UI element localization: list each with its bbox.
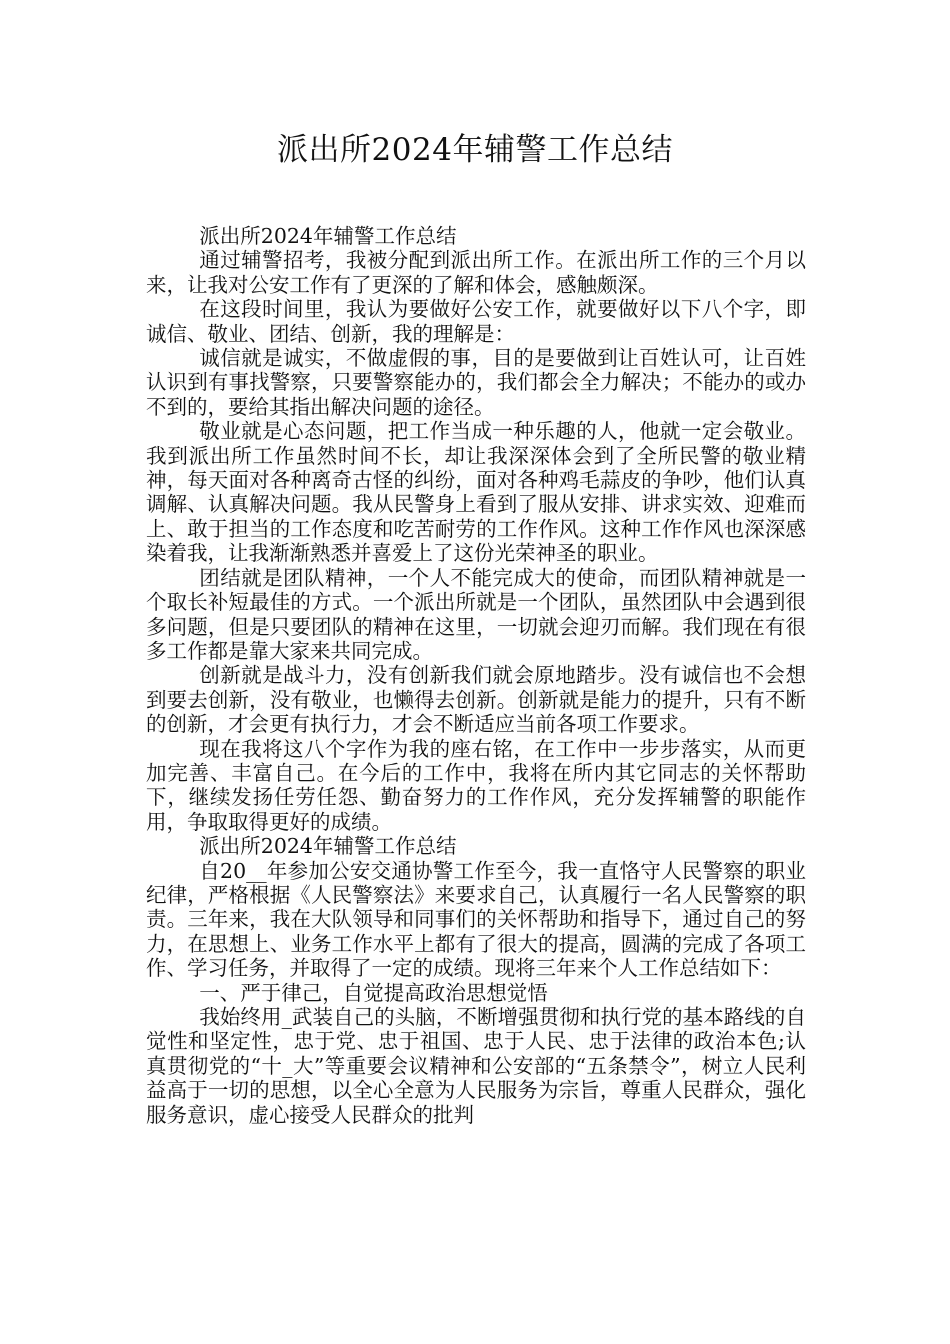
paragraph: 敬业就是心态问题，把工作当成一种乐趣的人，他就一定会敬业。我到派出所工作虽然时间不长，却让我深深体会到了全所民警的敬业精神，每天面对各种离奇古怪的纠纷，面对各种鸡毛蒜皮的争吵，他们认真调解、认真解决问题。我从民警身上看到了服从安排、讲求实效、迎难而上、敢于担当的工作态度和吃苦耐劳的工作作风。这种工作作风也深深感染着我，让我渐渐熟悉并喜爱上了这份光荣神圣的职业。 — [146, 419, 806, 566]
paragraph: 自20__年参加公安交通协警工作至今，我一直恪守人民警察的职业纪律，严格根据《人民警察法》来要求自己，认真履行一名人民警察的职责。三年来，我在大队领导和同事们的关怀帮助和指导下，通过自己的努力，在思想上、业务工作水平上都有了很大的提高，圆满的完成了各项工作、学习任务，并取得了一定的成绩。现将三年来个人工作总结如下： — [146, 858, 806, 981]
paragraph: 团结就是团队精神，一个人不能完成大的使命，而团队精神就是一个取长补短最佳的方式。一个派出所就是一个团队，虽然团队中会遇到很多问题，但是只要团队的精神在这里，一切就会迎刃而解。我们现在有很多工作都是靠大家来共同完成。 — [146, 565, 806, 663]
paragraph: 现在我将这八个字作为我的座右铭，在工作中一步步落实，从而更加完善、丰富自己。在今后的工作中，我将在所内其它同志的关怀帮助下，继续发扬任劳任怨、勤奋努力的工作作风，充分发挥辅警的职能作用，争取取得更好的成绩。 — [146, 736, 806, 834]
paragraph: 派出所2024年辅警工作总结 — [199, 224, 457, 248]
document-body — [146, 224, 806, 1127]
paragraph: 通过辅警招考，我被分配到派出所工作。在派出所工作的三个月以来，让我对公安工作有了更深的了解和体会，感触颇深。 — [146, 248, 806, 297]
paragraph: 我始终用_武装自己的头脑，不断增强贯彻和执行党的基本路线的自觉性和坚定性，忠于党、忠于祖国、忠于人民、忠于法律的政治本色;认真贯彻党的“十_大”等重要会议精神和公安部的“五条禁令”，树立人民利益高于一切的思想，以全心全意为人民服务为宗旨，尊重人民群众，强化服务意识，虚心接受人民群众的批判 — [146, 1005, 806, 1127]
paragraph: 在这段时间里，我认为要做好公安工作，就要做好以下八个字，即诚信、敬业、团结、创新，我的理解是： — [146, 297, 806, 346]
document-title: 派出所2024年辅警工作总结 — [277, 132, 673, 168]
paragraph: 创新就是战斗力，没有创新我们就会原地踏步。没有诚信也不会想到要去创新，没有敬业，也懒得去创新。创新就是能力的提升，只有不断的创新，才会更有执行力，才会不断适应当前各项工作要求。 — [146, 663, 806, 737]
section-heading: 一、严于律己，自觉提高政治思想觉悟 — [199, 980, 548, 1005]
paragraph: 诚信就是诚实，不做虚假的事，目的是要做到让百姓认可，让百姓认识到有事找警察，只要警察能办的，我们都会全力解决；不能办的或办不到的，要给其指出解决问题的途径。 — [146, 346, 806, 419]
paragraph: 派出所2024年辅警工作总结 — [199, 834, 457, 859]
